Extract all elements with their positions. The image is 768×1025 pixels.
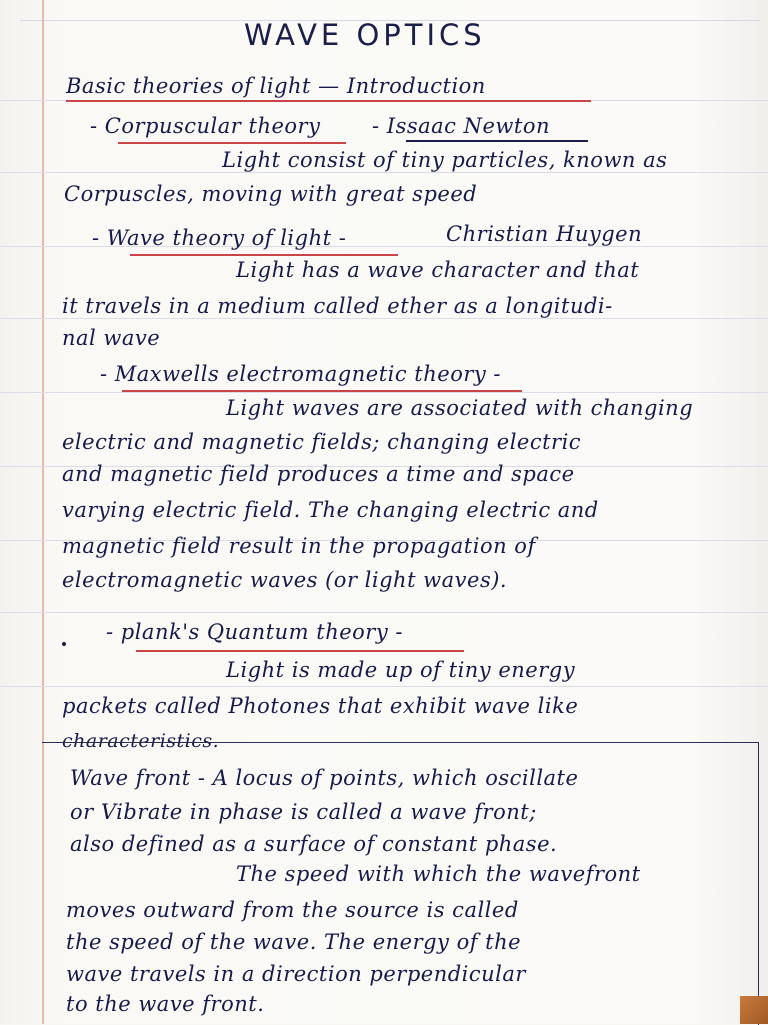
wave-theory-underline bbox=[130, 254, 398, 256]
planck-line: Light is made up of tiny energy bbox=[226, 658, 576, 682]
maxwell-line: Light waves are associated with changing bbox=[226, 396, 694, 420]
wave-theory-line: Light has a wave character and that bbox=[236, 258, 640, 282]
ruled-line bbox=[0, 318, 768, 319]
wave-theory-label: - Wave theory of light - bbox=[92, 226, 347, 250]
wavefront-line: The speed with which the wavefront bbox=[236, 862, 641, 886]
maxwell-line: and magnetic field produces a time and space bbox=[62, 462, 575, 486]
wave-theory-author: Christian Huygen bbox=[446, 222, 643, 246]
ruled-line bbox=[0, 392, 768, 393]
wavefront-line: Wave front - A locus of points, which oscillate bbox=[70, 766, 579, 790]
maxwell-underline bbox=[122, 390, 522, 392]
corpuscular-author: - Issaac Newton bbox=[372, 114, 550, 138]
ruled-line bbox=[0, 686, 768, 687]
planck-underline bbox=[136, 650, 464, 652]
author-underline bbox=[406, 140, 588, 142]
wave-theory-line: nal wave bbox=[62, 326, 161, 350]
page-title: WAVE OPTICS bbox=[244, 18, 486, 52]
maxwell-line: varying electric field. The changing electric and bbox=[62, 498, 599, 522]
corpuscular-underline bbox=[118, 142, 346, 144]
wavefront-line: the speed of the wave. The energy of the bbox=[66, 930, 522, 954]
maxwell-line: electromagnetic waves (or light waves). bbox=[62, 568, 508, 592]
wavefront-line: to the wave front. bbox=[66, 992, 265, 1016]
maxwell-line: electric and magnetic fields; changing electric bbox=[62, 430, 582, 454]
planck-label: - plank's Quantum theory - bbox=[106, 620, 403, 644]
wavefront-line: or Vibrate in phase is called a wave front; bbox=[70, 800, 537, 824]
maxwell-line: magnetic field result in the propagation of bbox=[62, 534, 536, 558]
wavefront-line: wave travels in a direction perpendicular bbox=[66, 962, 526, 986]
maxwell-label: - Maxwells electromagnetic theory - bbox=[100, 362, 502, 386]
heading-underline bbox=[66, 100, 591, 102]
wavefront-line: also defined as a surface of constant phase. bbox=[70, 832, 558, 856]
corpuscular-line: Light consist of tiny particles, known as bbox=[222, 148, 668, 172]
ruled-line bbox=[0, 172, 768, 173]
corpuscular-label: - Corpuscular theory bbox=[90, 114, 321, 138]
wave-theory-line: it travels in a medium called ether as a longitudi- bbox=[62, 294, 613, 318]
bullet-dot bbox=[62, 642, 66, 646]
page-corner bbox=[740, 996, 768, 1024]
section-heading: Basic theories of light — Introduction bbox=[66, 74, 486, 98]
planck-line: characteristics. bbox=[62, 730, 220, 752]
ruled-line bbox=[0, 612, 768, 613]
wavefront-line: moves outward from the source is called bbox=[66, 898, 519, 922]
corpuscular-line: Corpuscles, moving with great speed bbox=[64, 182, 478, 206]
planck-line: packets called Photones that exhibit wave like bbox=[62, 694, 579, 718]
